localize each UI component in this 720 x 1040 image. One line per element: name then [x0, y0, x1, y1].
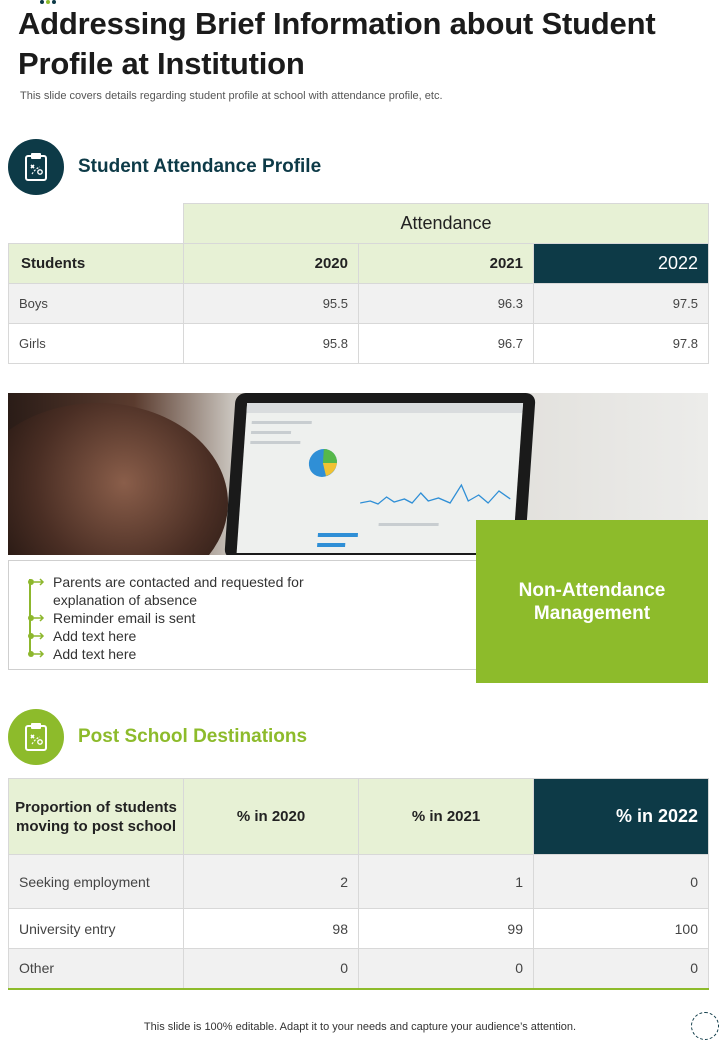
table-row [9, 324, 709, 364]
table-cell: 95.5 [184, 284, 359, 324]
row-label: University entry [9, 909, 184, 949]
attendance-section-title: Student Attendance Profile [78, 156, 322, 177]
bullet-text: Add text here [53, 646, 137, 662]
person-silhouette [8, 403, 228, 555]
column-header: 2020 [184, 244, 359, 284]
table-row [9, 909, 709, 949]
destinations-section-header [8, 709, 307, 765]
table-cell: 98 [184, 909, 359, 949]
row-label: Other [9, 949, 184, 989]
non-attendance-title: Non-Attendance Management [518, 579, 666, 624]
table-cell: 95.8 [184, 324, 359, 364]
list-item [27, 627, 304, 645]
table-row [9, 855, 709, 909]
footer-note: This slide is 100% editable. Adapt it to your needs and capture your audience’s attention. [143, 1021, 577, 1033]
table-cell: 97.8 [534, 324, 709, 364]
attendance-table [8, 203, 709, 364]
bullet-text: Parents are contacted and requested for [53, 574, 304, 590]
line-chart-icon [359, 473, 512, 513]
bullet-text: Add text here [53, 628, 137, 644]
table-cell: 96.7 [359, 324, 534, 364]
column-header-highlight: 2022 [534, 244, 709, 284]
column-header: Proportion of students moving to post school [9, 779, 184, 855]
list-item [27, 609, 304, 627]
table-cell: 2 [184, 855, 359, 909]
destinations-section-title: Post School Destinations [78, 726, 308, 747]
table-cell: 100 [534, 909, 709, 949]
arrow-bullet-icon [27, 576, 47, 588]
attendance-section-header [8, 139, 321, 195]
table-cell: 0 [534, 949, 709, 989]
list-item [27, 573, 304, 591]
column-header: % in 2021 [359, 779, 534, 855]
table-cell: 99 [359, 909, 534, 949]
page-subtitle: This slide covers details regarding student profile at school with attendance profile, etc. [20, 90, 443, 102]
table-row [9, 949, 709, 989]
column-header-highlight: % in 2022 [534, 779, 709, 855]
table-corner [9, 204, 184, 244]
table-cell: 0 [534, 855, 709, 909]
list-item [27, 591, 304, 609]
arrow-bullet-icon [27, 612, 47, 624]
table-cell: 0 [184, 949, 359, 989]
column-header: % in 2020 [184, 779, 359, 855]
bullet-text: explanation of absence [53, 592, 197, 608]
arrow-bullet-icon [27, 648, 47, 660]
non-attendance-bullets-panel [8, 560, 480, 670]
destinations-table [8, 778, 709, 990]
row-label: Seeking employment [9, 855, 184, 909]
non-attendance-management-box [476, 520, 708, 683]
arrow-bullet-icon [27, 630, 47, 642]
list-item [27, 645, 304, 663]
clipboard-icon [8, 139, 64, 195]
table-cell: 1 [359, 855, 534, 909]
decorative-circle [691, 1012, 719, 1040]
row-label: Boys [9, 284, 184, 324]
bullet-text: Reminder email is sent [53, 610, 196, 626]
page-title: Addressing Brief Information about Student Profile at Institution [18, 6, 656, 81]
attendance-group-header: Attendance [184, 204, 709, 244]
table-cell: 96.3 [359, 284, 534, 324]
row-label: Girls [9, 324, 184, 364]
table-cell: 0 [359, 949, 534, 989]
pie-chart-icon [302, 443, 345, 483]
column-header: 2021 [359, 244, 534, 284]
clipboard-icon [8, 709, 64, 765]
column-header: Students [9, 244, 184, 284]
table-cell: 97.5 [534, 284, 709, 324]
bullet-list [27, 573, 304, 663]
table-row [9, 284, 709, 324]
